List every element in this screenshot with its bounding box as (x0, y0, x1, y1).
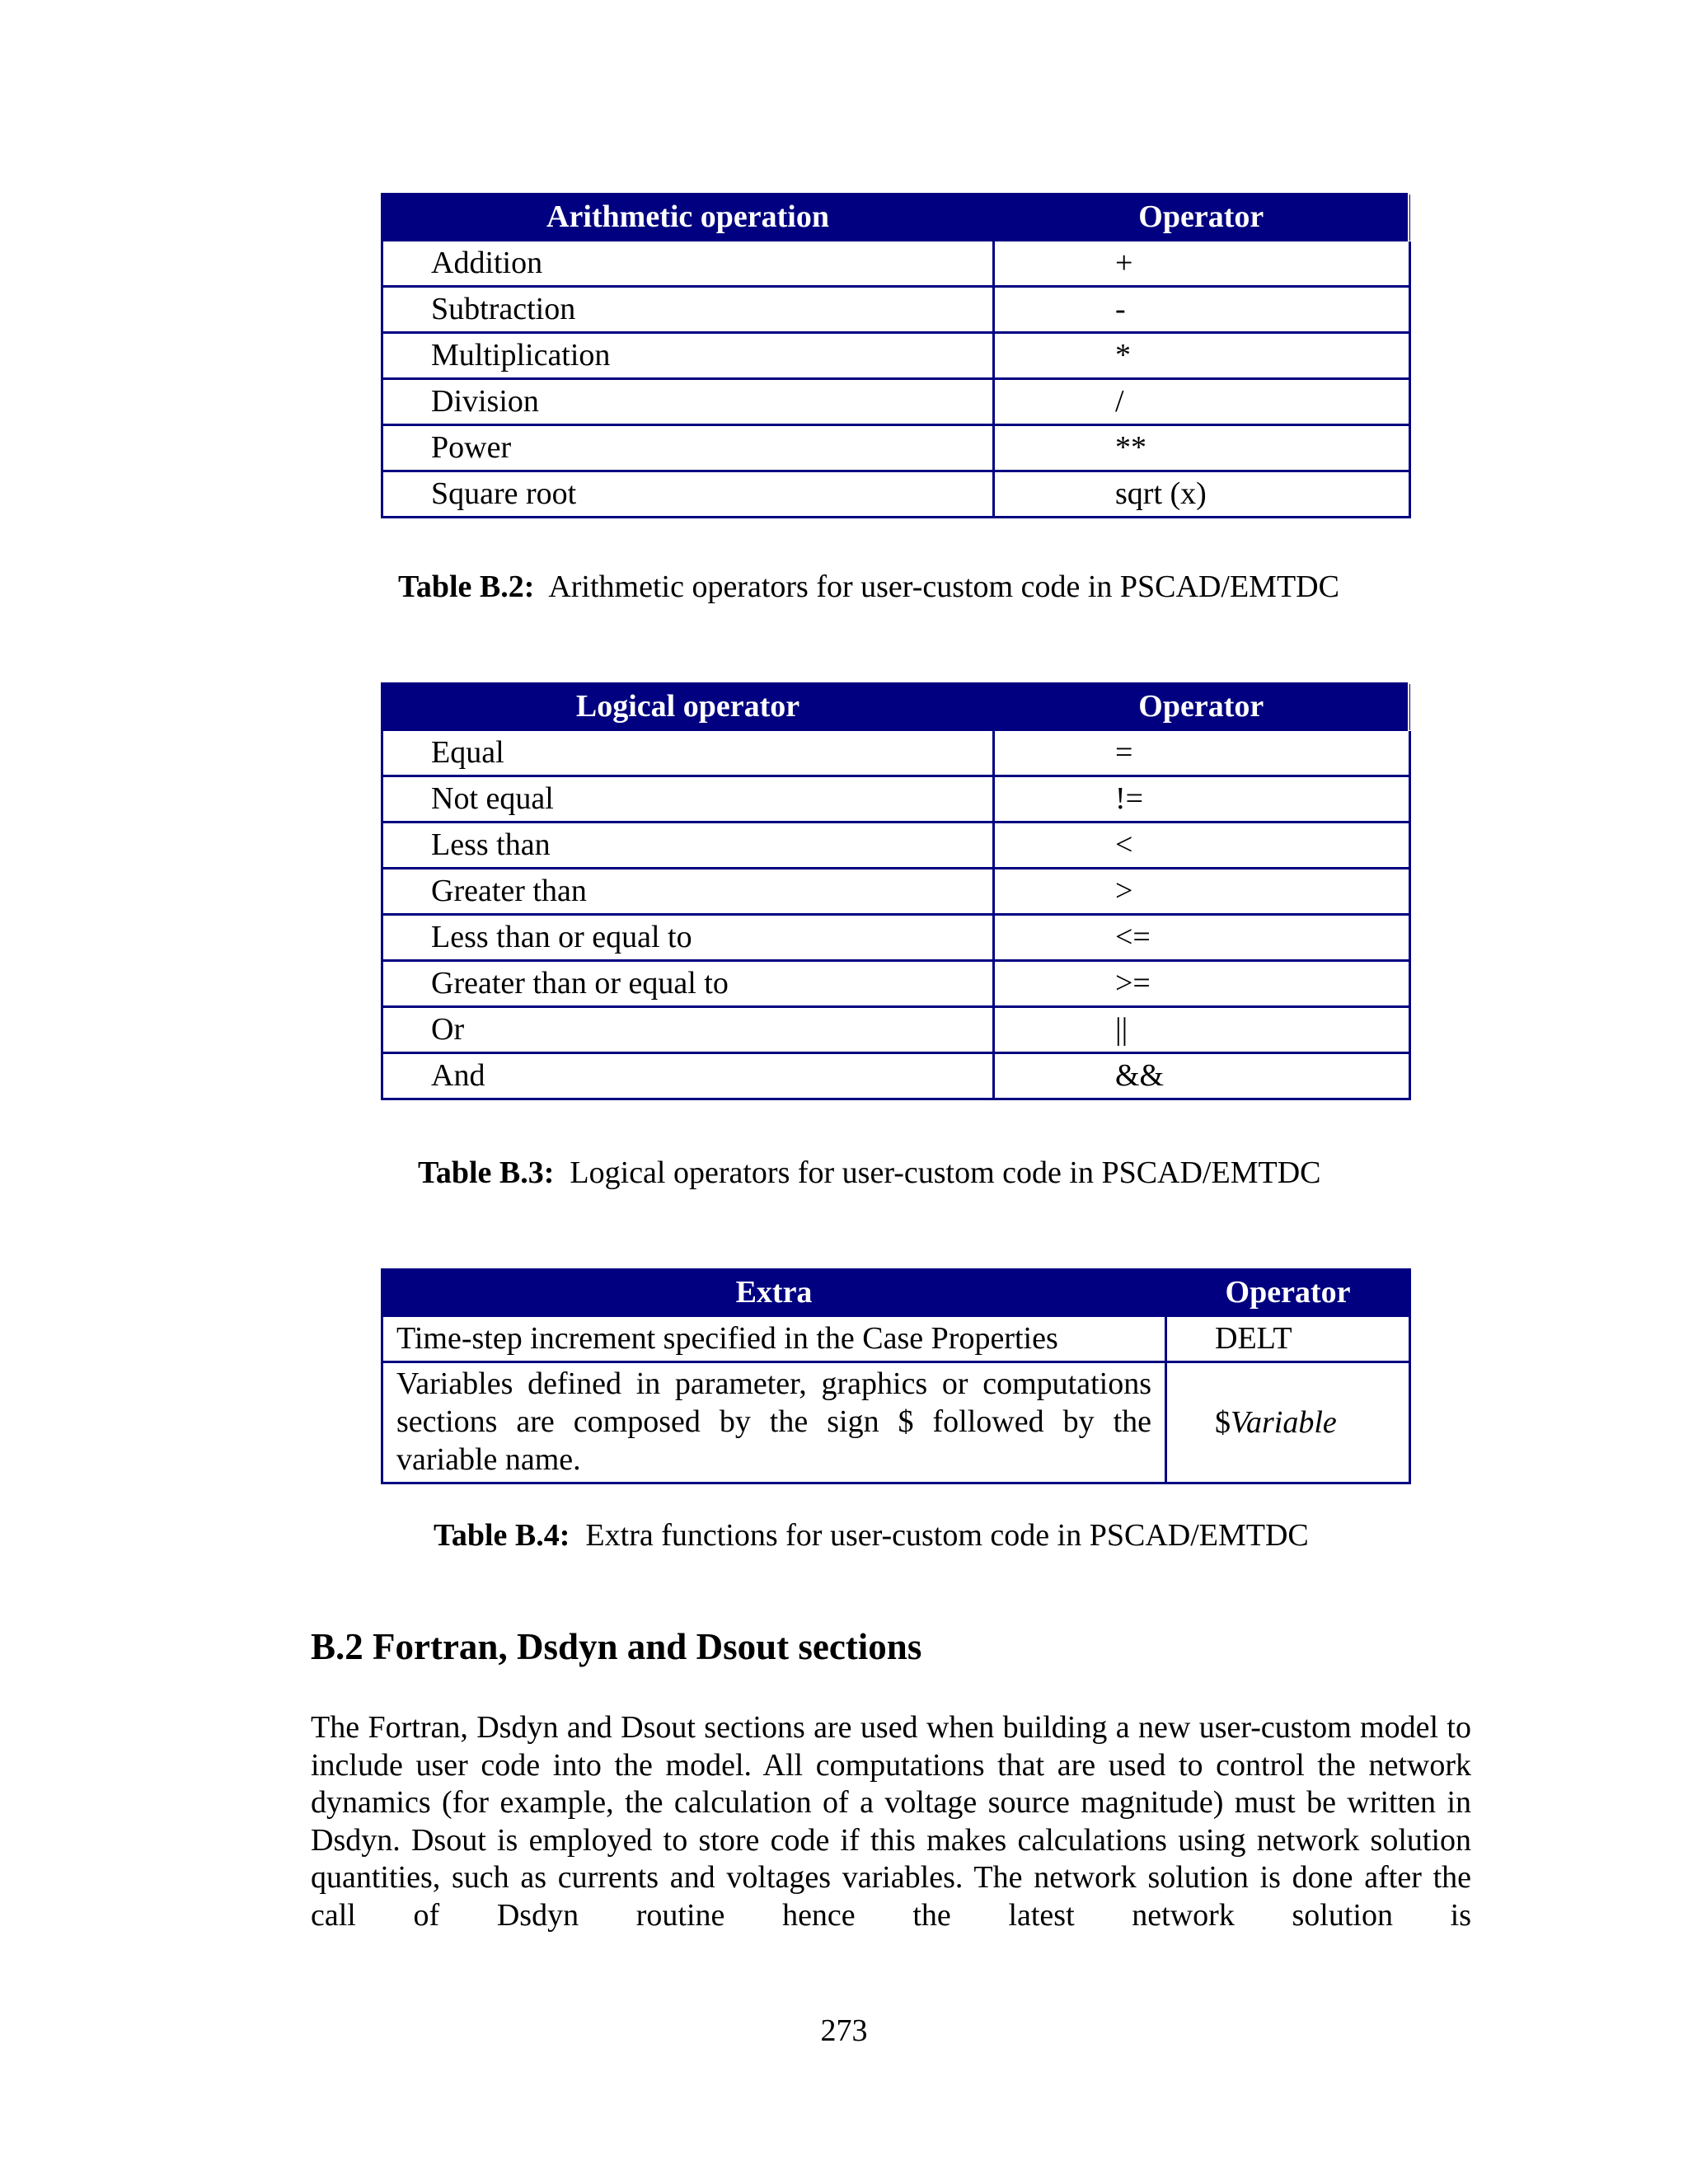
operator-name: Or (382, 1007, 994, 1053)
column-header-operator: Operator (1166, 1270, 1410, 1316)
arithmetic-operators-table (381, 193, 1413, 518)
logical-operators-table (381, 682, 1413, 1100)
body-paragraph: The Fortran, Dsdyn and Dsout sections are used when building a new user-custom model to include user code into the model. All computations that are used to control the network dynamics (for example, the calculation of a voltage source magnitude) must be written in Dsdyn. Dsout is employed to store code if this makes calculations using network solution quantities, such as currents and voltages variables. The network solution is done after the call of Dsdyn routine hence the latest network solution is (311, 1710, 1471, 1933)
operator-name: Not equal (382, 776, 994, 823)
operator-symbol: = (994, 730, 1410, 776)
table-row (382, 915, 1410, 961)
operator-symbol: < (994, 823, 1410, 869)
operator-symbol: ** (994, 425, 1410, 471)
caption-text: Logical operators for user-custom code in PSCAD/EMTDC (570, 1155, 1321, 1190)
column-header-extra: Extra (382, 1270, 1166, 1316)
operator-symbol: / (994, 379, 1410, 425)
operator-name: Less than or equal to (382, 915, 994, 961)
table-row (382, 333, 1410, 379)
extra-functions-table (381, 1268, 1411, 1484)
table-row (382, 471, 1410, 518)
operation-name: Division (382, 379, 994, 425)
dollar-sign: $ (1215, 1404, 1231, 1440)
operator-symbol: != (994, 776, 1410, 823)
table-row (382, 823, 1410, 869)
column-header-operator: Operator (994, 194, 1410, 241)
operator-symbol: DELT (1166, 1316, 1410, 1362)
caption-label: Table B.3: (418, 1155, 555, 1190)
table-row (382, 961, 1410, 1007)
operation-name: Square root (382, 471, 994, 518)
operator-symbol: - (994, 287, 1410, 333)
extra-description: Time-step increment specified in the Case Properties (382, 1316, 1166, 1362)
operator-symbol: > (994, 869, 1410, 915)
table-header-row (382, 1270, 1410, 1316)
operation-name: Subtraction (382, 287, 994, 333)
operation-name: Power (382, 425, 994, 471)
operation-name: Multiplication (382, 333, 994, 379)
operator-name: And (382, 1053, 994, 1099)
table-row (382, 869, 1410, 915)
operator-name: Equal (382, 730, 994, 776)
table-header-row (382, 194, 1410, 241)
table-row (382, 241, 1410, 287)
table-row (382, 776, 1410, 823)
table-row (382, 379, 1410, 425)
operator-symbol: * (994, 333, 1410, 379)
table-header-row (382, 684, 1410, 730)
table-caption-b2 (398, 569, 1339, 605)
section-heading: B.2 Fortran, Dsdyn and Dsout sections (311, 1626, 922, 1667)
table-row (382, 1007, 1410, 1053)
operation-name: Addition (382, 241, 994, 287)
extra-description: Variables defined in parameter, graphics or computations sections are composed by the sign $ followed by the variable name. (382, 1362, 1166, 1483)
operator-symbol: <= (994, 915, 1410, 961)
operator-symbol: + (994, 241, 1410, 287)
column-header-operator: Operator (994, 684, 1410, 730)
table-row (382, 1053, 1410, 1099)
table-row (382, 425, 1410, 471)
table-caption-b4 (434, 1517, 1309, 1554)
caption-text: Extra functions for user-custom code in PSCAD/EMTDC (585, 1518, 1309, 1553)
table-row (382, 1316, 1410, 1362)
column-header-arithmetic-operation: Arithmetic operation (382, 194, 994, 241)
caption-text: Arithmetic operators for user-custom code in PSCAD/EMTDC (548, 569, 1339, 604)
caption-label: Table B.4: (434, 1518, 570, 1553)
operator-symbol: && (994, 1053, 1410, 1099)
operator-symbol: sqrt (x) (994, 471, 1410, 518)
operator-symbol (1166, 1362, 1410, 1483)
table-caption-b3 (418, 1155, 1321, 1191)
column-header-logical-operator: Logical operator (382, 684, 994, 730)
operator-symbol: >= (994, 961, 1410, 1007)
operator-name: Greater than or equal to (382, 961, 994, 1007)
table-row (382, 1362, 1410, 1483)
caption-label: Table B.2: (398, 569, 535, 604)
operator-symbol: || (994, 1007, 1410, 1053)
table-row (382, 287, 1410, 333)
operator-name: Greater than (382, 869, 994, 915)
table-row (382, 730, 1410, 776)
variable-placeholder: Variable (1231, 1404, 1337, 1440)
operator-name: Less than (382, 823, 994, 869)
page-number: 273 (820, 2013, 868, 2048)
